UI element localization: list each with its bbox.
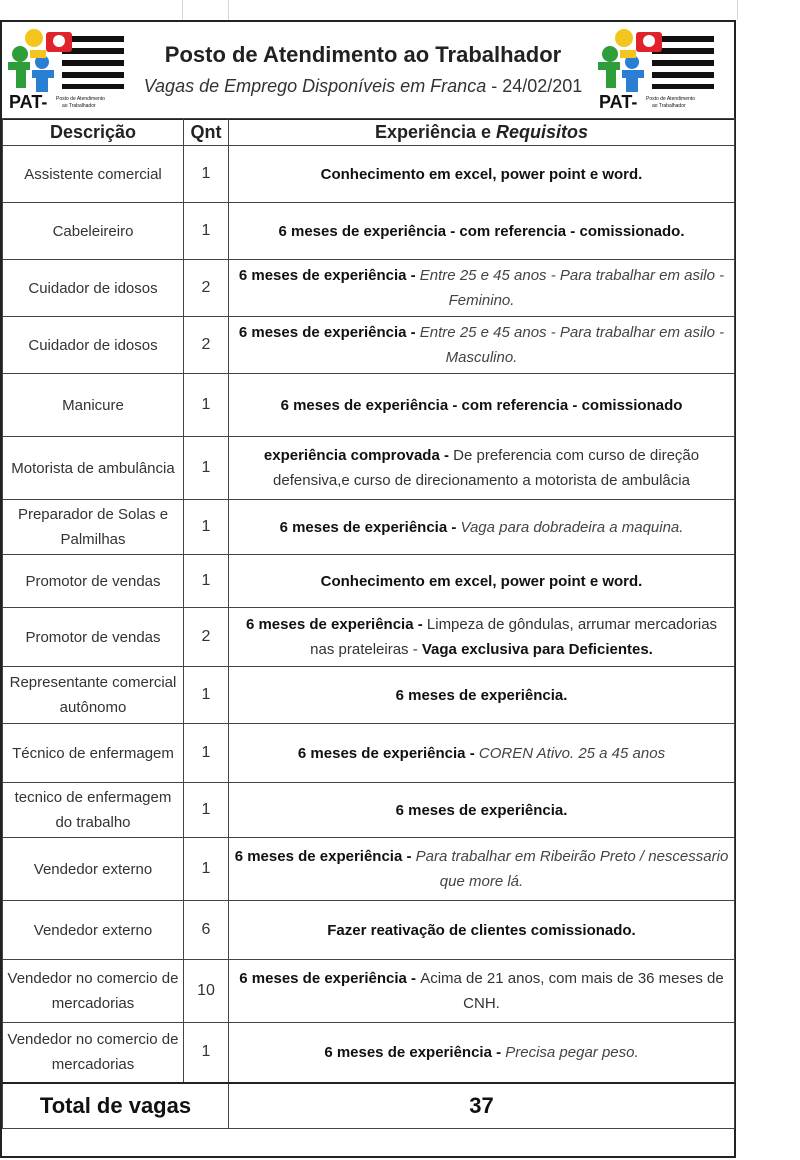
- job-quantity: 1: [184, 1023, 229, 1083]
- job-quantity: 2: [184, 260, 229, 317]
- job-quantity: 1: [184, 783, 229, 838]
- table-row: [3, 374, 735, 437]
- document-header: [2, 22, 734, 120]
- requirement-bold: 6 meses de experiência -: [324, 1043, 506, 1061]
- job-description: Preparador de Solas e Palmilhas: [3, 500, 184, 555]
- job-requirements: [229, 260, 735, 317]
- requirement-bold: 6 meses de experiência -: [234, 848, 416, 865]
- job-description: Vendedor externo: [3, 901, 184, 960]
- svg-text:ao Trabalhador: ao Trabalhador: [62, 103, 96, 109]
- table-row: [3, 1023, 735, 1083]
- requirement-detail: Entre 25 e 45 anos - Para trabalhar em asilo - Feminino.: [419, 267, 725, 309]
- table-row: [3, 838, 735, 901]
- job-requirements: [229, 146, 735, 203]
- page-subtitle: [130, 76, 596, 97]
- page-title: Posto de Atendimento ao Trabalhador: [164, 42, 562, 67]
- job-requirements: [229, 901, 735, 960]
- requirement-bold: 6 meses de experiência -: [245, 616, 427, 633]
- requirement-detail: De preferencia com curso de direção defensiva,e curso de direcionamento a motorista de ambulâcia: [273, 447, 700, 489]
- column-header-description: Descrição: [3, 119, 184, 146]
- requirement-bold: experiência comprovada -: [263, 447, 454, 464]
- requirement-bold: 6 meses de experiência - com referencia - comissionado: [280, 396, 683, 414]
- subtitle-date: - 24/02/201: [486, 76, 583, 96]
- job-quantity: 1: [184, 500, 229, 555]
- job-requirements: [229, 500, 735, 555]
- table-row: [3, 260, 735, 317]
- column-header-requirements: [229, 119, 735, 146]
- requirement-bold: 6 meses de experiência -: [239, 970, 421, 987]
- job-description: Vendedor no comercio de mercadorias: [3, 960, 184, 1023]
- table-row: [3, 146, 735, 203]
- requirement-detail: Entre 25 e 45 anos - Para trabalhar em asilo - Masculino.: [419, 324, 725, 366]
- svg-text:ao Trabalhador: ao Trabalhador: [652, 103, 686, 109]
- requirement-bold: Conhecimento em excel, power point e word.: [320, 165, 643, 183]
- job-description: Motorista de ambulância: [3, 437, 184, 500]
- job-description: Assistente comercial: [3, 146, 184, 203]
- job-quantity: 2: [184, 317, 229, 374]
- table-row: [3, 783, 735, 838]
- requirement-bold: 6 meses de experiência -: [279, 518, 461, 536]
- table-row: [3, 960, 735, 1023]
- table-row: [3, 437, 735, 500]
- total-value: 37: [229, 1083, 735, 1129]
- table-row: [3, 317, 735, 374]
- requirement-bold: 6 meses de experiência.: [395, 801, 568, 819]
- pat-acronym: PAT-: [9, 92, 48, 112]
- job-quantity: 1: [184, 203, 229, 260]
- requirement-detail: Vaga para dobradeira a maquina.: [460, 518, 684, 536]
- table-header-row: [3, 119, 735, 146]
- job-description: Manicure: [3, 374, 184, 437]
- pat-logo-right: [596, 28, 718, 112]
- table-row: [3, 500, 735, 555]
- total-row: [3, 1083, 735, 1129]
- requirement-bold: 6 meses de experiência.: [395, 686, 568, 704]
- requirement-bold: 6 meses de experiência - com referencia - comissionado.: [278, 222, 685, 240]
- requirement-detail: Acima de 21 anos, com mais de 36 meses de CNH.: [420, 970, 724, 1012]
- job-requirements: [229, 960, 735, 1023]
- job-requirements: [229, 783, 735, 838]
- job-description: Vendedor no comercio de mercadorias: [3, 1023, 184, 1083]
- job-requirements: [229, 555, 735, 608]
- requirement-bold: 6 meses de experiência -: [297, 744, 479, 762]
- table-row: [3, 724, 735, 783]
- job-description: Promotor de vendas: [3, 608, 184, 667]
- job-quantity: 10: [184, 960, 229, 1023]
- job-quantity: 1: [184, 838, 229, 901]
- job-listing-sheet: [0, 20, 736, 1158]
- total-label: Total de vagas: [3, 1083, 229, 1129]
- requirement-bold: Fazer reativação de clientes comissionado.: [327, 921, 636, 939]
- svg-text:Posto de Atendimento: Posto de Atendimento: [646, 96, 695, 102]
- requirement-bold: Conhecimento em excel, power point e word.: [320, 572, 643, 590]
- requirement-detail: Limpeza de gôndulas, arrumar mercadorias nas prateleiras -: [310, 616, 718, 658]
- job-description: Técnico de enfermagem: [3, 724, 184, 783]
- job-description: Cuidador de idosos: [3, 317, 184, 374]
- job-quantity: 1: [184, 437, 229, 500]
- job-quantity: 1: [184, 724, 229, 783]
- pat-acronym-right: PAT-: [599, 92, 638, 112]
- job-quantity: 1: [184, 667, 229, 724]
- spreadsheet-gridlines: [0, 0, 738, 20]
- job-description: Cuidador de idosos: [3, 260, 184, 317]
- table-row: [3, 667, 735, 724]
- requirement-detail: COREN Ativo. 25 a 45 anos: [478, 744, 666, 762]
- jobs-table: [2, 118, 735, 1129]
- job-description: Promotor de vendas: [3, 555, 184, 608]
- job-requirements: [229, 374, 735, 437]
- req-header-prefix: Experiência e: [374, 121, 497, 142]
- job-requirements: [229, 1023, 735, 1083]
- job-quantity: 1: [184, 146, 229, 203]
- job-description: tecnico de enfermagem do trabalho: [3, 783, 184, 838]
- job-requirements: [229, 724, 735, 783]
- job-requirements: [229, 317, 735, 374]
- table-row: [3, 203, 735, 260]
- job-quantity: 1: [184, 555, 229, 608]
- requirement-detail: Para trabalhar em Ribeirão Preto / nescessario que more lá.: [415, 848, 729, 890]
- job-requirements: [229, 667, 735, 724]
- job-quantity: 6: [184, 901, 229, 960]
- table-row: [3, 901, 735, 960]
- requirement-bold: 6 meses de experiência -: [238, 324, 420, 341]
- job-requirements: [229, 437, 735, 500]
- req-header-italic: Requisitos: [496, 121, 589, 142]
- requirement-bold-note: Vaga exclusiva para Deficientes.: [421, 641, 653, 658]
- job-requirements: [229, 608, 735, 667]
- job-description: Cabeleireiro: [3, 203, 184, 260]
- job-requirements: [229, 203, 735, 260]
- job-description: Vendedor externo: [3, 838, 184, 901]
- table-row: [3, 555, 735, 608]
- subtitle-text: Vagas de Emprego Disponíveis em Franca: [143, 76, 487, 96]
- job-description: Representante comercial autônomo: [3, 667, 184, 724]
- job-quantity: 1: [184, 374, 229, 437]
- column-header-qnt: Qnt: [184, 119, 229, 146]
- job-requirements: [229, 838, 735, 901]
- table-row: [3, 608, 735, 667]
- requirement-bold: 6 meses de experiência -: [238, 267, 420, 284]
- pat-logo: [6, 28, 128, 112]
- requirement-detail: Precisa pegar peso.: [505, 1043, 639, 1061]
- svg-text:Posto de Atendimento: Posto de Atendimento: [56, 96, 105, 102]
- job-quantity: 2: [184, 608, 229, 667]
